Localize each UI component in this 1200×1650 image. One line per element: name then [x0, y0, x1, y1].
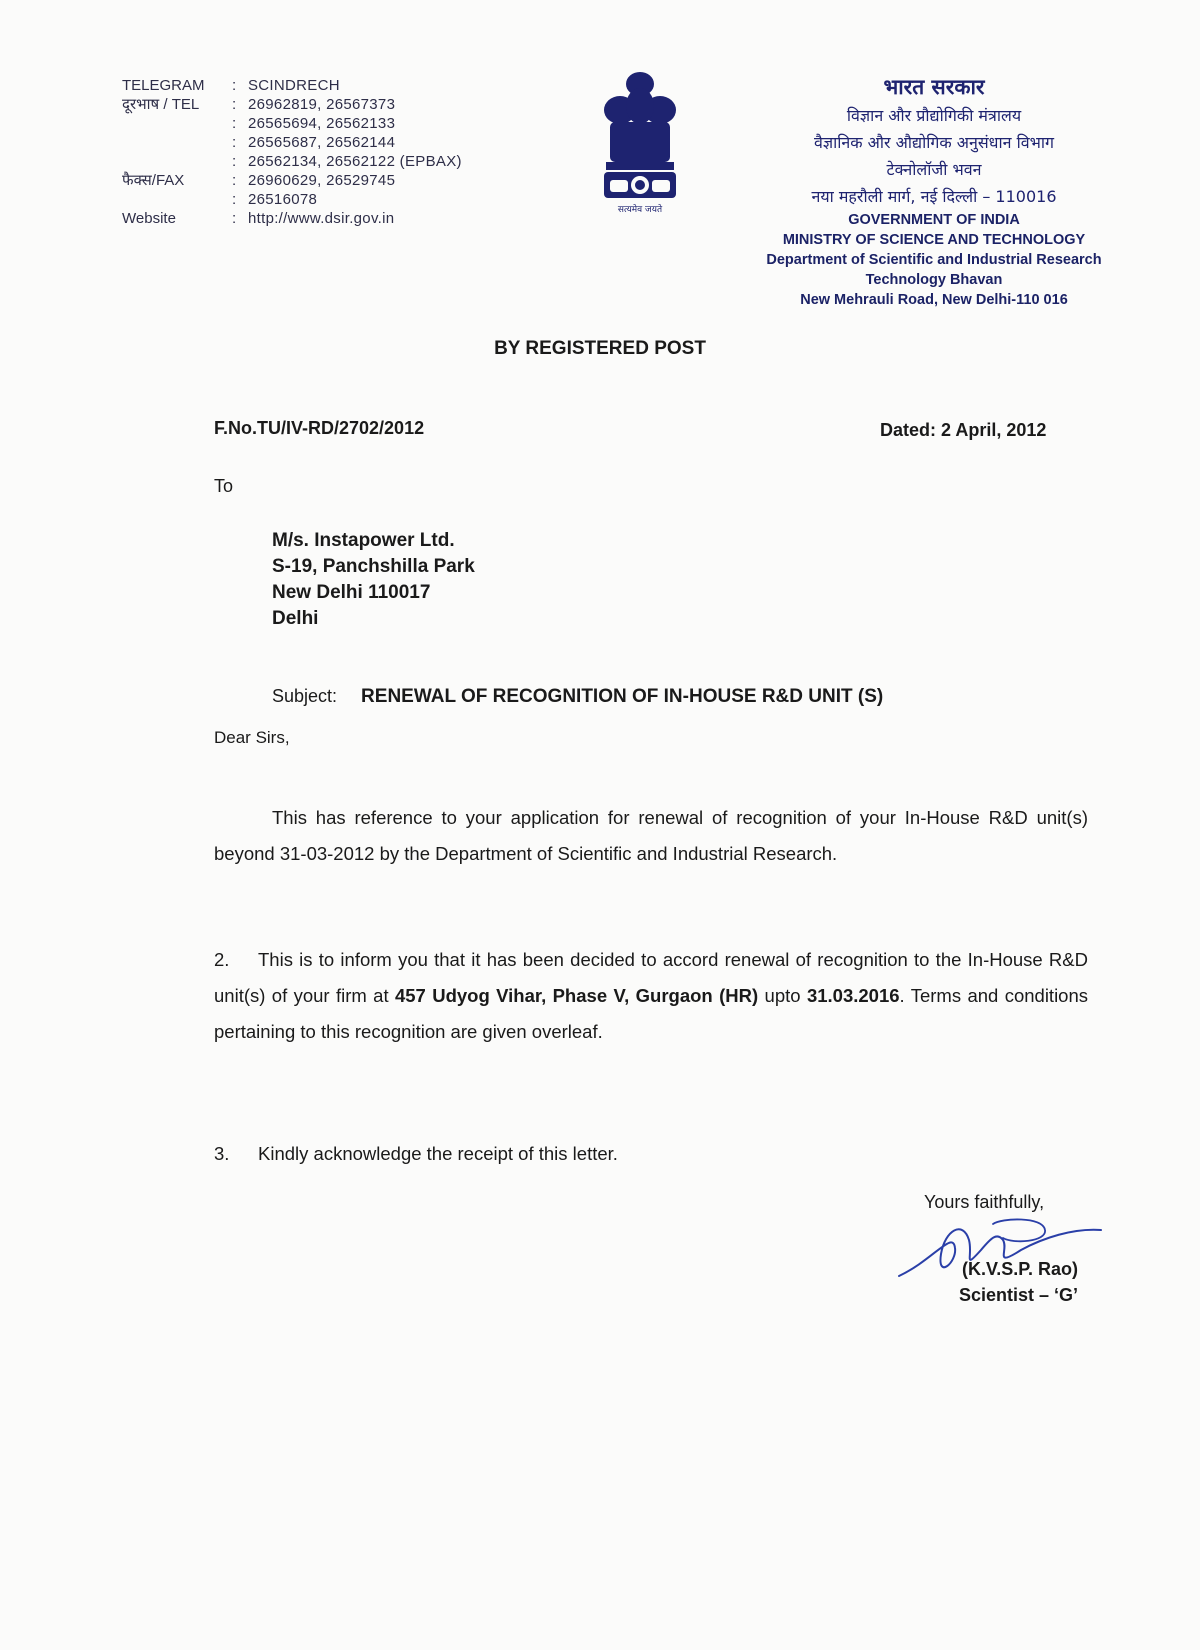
signatory-block [928, 1256, 1078, 1308]
paragraph-number: 3. [214, 1143, 230, 1164]
english-building: Technology Bhavan [865, 272, 1003, 288]
emblem-motto: सत्यमेव जयते [617, 205, 663, 215]
subject-label: Subject: [272, 686, 338, 706]
signatory-designation: Scientist – ‘G’ [958, 1285, 1078, 1305]
hindi-ministry: विज्ञान और प्रौद्योगिकी मंत्रालय [846, 106, 1022, 125]
to-label: To [214, 476, 234, 496]
hindi-address: नया महरौली मार्ग, नई दिल्ली – 110016 [811, 187, 1057, 206]
recipient-address [272, 528, 475, 632]
hindi-department: वैज्ञानिक और औद्योगिक अनुसंधान विभाग [813, 133, 1055, 152]
salutation: Dear Sirs, [214, 728, 290, 747]
paragraph-3: 3. Kindly acknowledge the receipt of this letter. [214, 1136, 1088, 1172]
contact-row: दूरभाष / TEL : 26962819, 26567373 [122, 96, 396, 113]
contact-block [122, 76, 542, 228]
english-address: New Mehrauli Road, New Delhi-110 016 [800, 292, 1068, 308]
recipient-line: M/s. Instapower Ltd. [272, 530, 455, 551]
letter-date: Dated: 2 April, 2012 [880, 420, 1047, 440]
contact-row: : 26516078 [232, 191, 318, 208]
hindi-building: टेक्नोलॉजी भवन [886, 160, 982, 179]
english-department: Department of Scientific and Industrial Research [766, 252, 1102, 268]
unit-location: 457 Udyog Vihar, Phase V, Gurgaon (HR) [394, 985, 759, 1006]
contact-row: TELEGRAM : SCINDRECH [122, 77, 340, 94]
subject-text: RENEWAL OF RECOGNITION OF IN-HOUSE R&D UNIT (S) [361, 686, 884, 707]
subject-line [272, 686, 883, 708]
validity-date: 31.03.2016 [806, 985, 900, 1006]
contact-row: : 26562134, 26562122 (EPBAX) [232, 153, 462, 170]
recipient-line: New Delhi 110017 [272, 582, 431, 603]
contact-row: : 26565687, 26562144 [232, 134, 396, 151]
national-emblem-icon [596, 62, 684, 222]
contact-row: : 26565694, 26562133 [232, 115, 396, 132]
contact-row: फैक्स/FAX : 26960629, 26529745 [122, 172, 396, 189]
file-number: F.No.TU/IV-RD/2702/2012 [214, 418, 425, 438]
dispatch-mode: BY REGISTERED POST [494, 338, 706, 359]
signatory-name: (K.V.S.P. Rao) [961, 1259, 1078, 1279]
department-letterhead [706, 72, 1162, 310]
contact-row: Website : http://www.dsir.gov.in [122, 210, 395, 227]
paragraph-2: 2. This is to inform you that it has been decided to accord renewal of recognition to the In-House R&D unit(s) of your firm at 457 Udyog Vihar, Phase V, Gurgaon (HR) upto 31.03.2016. Terms and conditions pertaining to this recognition are given overleaf. [214, 942, 1088, 1050]
recipient-line: S-19, Panchshilla Park [272, 556, 475, 577]
english-ministry: MINISTRY OF SCIENCE AND TECHNOLOGY [782, 232, 1086, 248]
english-government: GOVERNMENT OF INDIA [848, 212, 1020, 228]
paragraph-number: 2. [214, 949, 230, 970]
paragraph-1: This has reference to your application for renewal of recognition of your In-House R&D unit(s) beyond 31-03-2012 by the Department of Scientific and Industrial Research. [214, 807, 1088, 864]
closing: Yours faithfully, [924, 1192, 1045, 1212]
recipient-line: Delhi [272, 608, 319, 629]
hindi-title: भारत सरकार [883, 75, 985, 99]
